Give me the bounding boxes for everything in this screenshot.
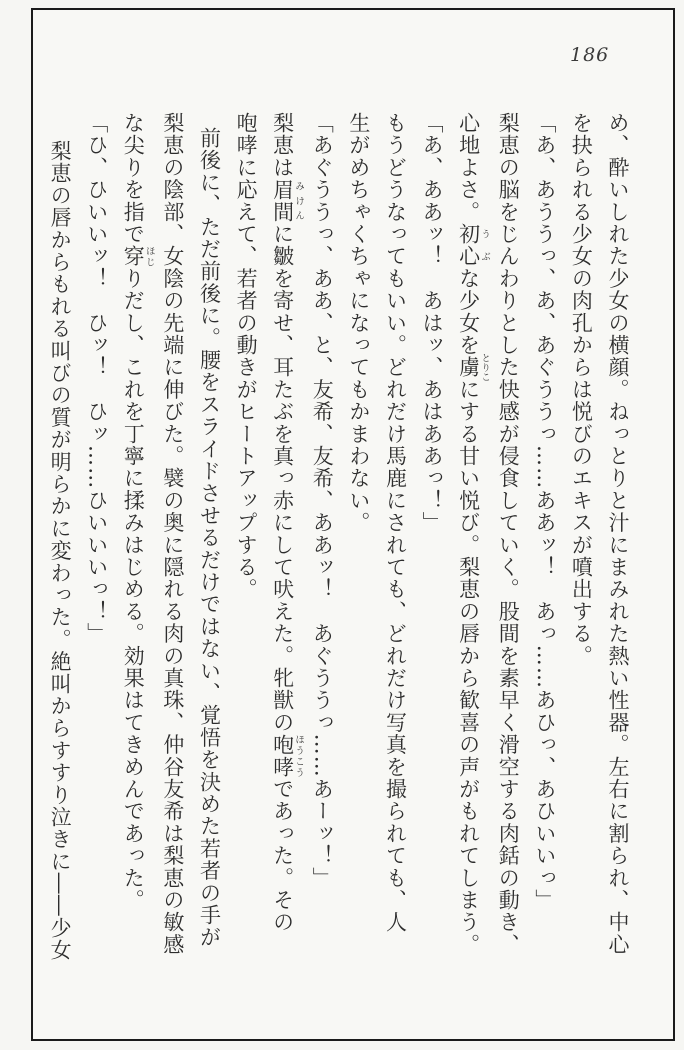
text-run: 「あ、あううっ、あ、あぐううっ……ああッ！ あっ……あひっ、あひいいっ」 — [532, 112, 557, 912]
text-run: 心地よさ。 — [456, 112, 481, 223]
text-columns — [48, 112, 636, 986]
text-run: であった。その — [270, 778, 295, 934]
text-run: 梨恵の唇からもれる叫びの質が明らかに変わった。絶叫からすすり泣きに――少女 — [48, 140, 73, 962]
text-run: 梨恵は — [270, 112, 295, 179]
text-column — [413, 112, 450, 986]
text-run: を抉られる少女の肉孔からは悦びのエキスが噴出する。 — [569, 112, 594, 667]
text-run: 生がめちゃくちゃになってもかまわない。 — [346, 112, 371, 534]
text-run: 前後に、ただ前後に。腰をスライドさせるだけではない、覚悟を決めた若者の手が — [197, 127, 222, 949]
text-column — [78, 112, 115, 986]
text-run: りだし、これを丁寧に揉みはじめる。効果はてきめんであった。 — [121, 267, 146, 912]
ruby-annotated-word: 初心うぶ — [456, 223, 491, 268]
text-column — [340, 112, 377, 986]
text-column — [154, 112, 191, 986]
text-run: 梨恵の陰部、女陰の先端に伸びた。襞の奥に隠れる肉の真珠、仲谷友希は梨恵の敏感 — [160, 112, 185, 956]
text-column — [563, 112, 600, 986]
text-run: 「あ、ああッ！ あはッ、あはああっ！」 — [420, 112, 445, 534]
text-column — [377, 112, 414, 986]
text-column — [191, 112, 228, 1001]
text-run: 梨恵の脳をじんわりとした快感が侵食していく。股間を素早く滑空する肉銛の動き、 — [496, 112, 521, 956]
text-run: もうどうなってもいい。どれだけ馬鹿にされても、どれだけ写真を撮られても、人 — [383, 112, 408, 934]
ruby-annotated-word: 咆哮ほうこう — [270, 733, 305, 779]
text-run: にする甘い悦び。梨恵の唇から歓喜の声がもれてしまう。 — [456, 378, 481, 956]
text-run: な尖りを指で — [121, 112, 146, 246]
text-column — [42, 112, 79, 1014]
text-run: に皺を寄せ、耳たぶを真っ赤にして吠えた。牝獣の — [270, 223, 295, 734]
text-run: 「ひ、ひいいッ！ ひッ！ ひッ……ひいいいっ！」 — [84, 112, 109, 645]
text-column — [599, 112, 636, 986]
text-column — [115, 112, 155, 986]
text-column — [450, 112, 490, 986]
page-number: 186 — [570, 44, 610, 66]
text-run: 「あぐううっ、ああ、と、友希、友希、ああッ！ あぐううっ……あーッ！」 — [310, 112, 335, 889]
text-column — [264, 112, 304, 986]
text-run: 咆哮に応えて、若者の動きがヒートアップする。 — [234, 112, 259, 601]
text-column — [490, 112, 527, 986]
text-column — [304, 112, 341, 986]
text-run: な少女を — [456, 267, 481, 357]
text-column — [227, 112, 264, 986]
text-run: め、酔いしれた少女の横顔。ねっとりと汁にまみれた熱い性器。左右に割られ、中心 — [606, 112, 630, 956]
text-column — [526, 112, 563, 986]
ruby-annotated-word: 穿ほじ — [121, 245, 155, 268]
ruby-annotated-word: 眉間みけん — [270, 178, 305, 224]
ruby-annotated-word: 虜とりこ — [456, 353, 491, 382]
